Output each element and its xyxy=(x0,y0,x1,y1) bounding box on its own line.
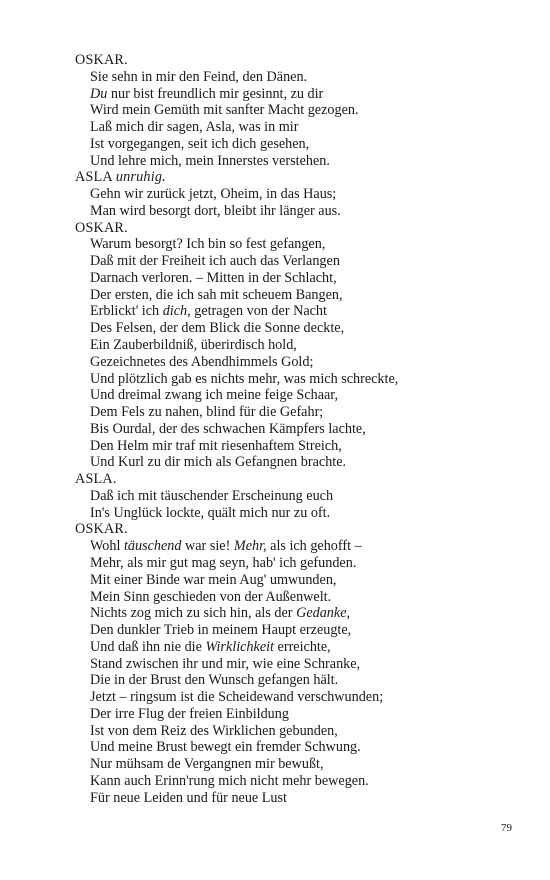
emphasis-text: Gedanke, xyxy=(296,605,351,622)
verse-line xyxy=(75,287,515,304)
text-run: Darnach verloren. – Mitten in der Schlacht, xyxy=(90,269,337,286)
text-run: Ist vorgegangen, seit ich dich gesehen, xyxy=(90,135,310,152)
text-run: Wohl xyxy=(90,538,124,555)
text-run: OSKAR. xyxy=(75,52,128,68)
text-run: nur bist freundlich mir gesinnt, zu dir xyxy=(107,85,324,102)
text-run: Erblickt' ich xyxy=(90,303,163,320)
text-run: Und meine Brust bewegt ein fremder Schwung. xyxy=(90,739,361,756)
verse-line xyxy=(75,303,515,320)
emphasis-text: Wirklichkeit xyxy=(205,638,274,655)
emphasis-text: Du xyxy=(90,85,108,102)
verse-line xyxy=(75,337,515,354)
text-run: Nur mühsam de Vergangnen mir bewußt, xyxy=(90,756,324,773)
text-run: Für neue Leiden und für neue Lust xyxy=(90,789,287,806)
text-run: OSKAR. xyxy=(75,219,128,236)
text-run: war sie! xyxy=(181,538,234,555)
verse-line xyxy=(75,371,515,388)
verse-line xyxy=(75,69,515,86)
verse-line xyxy=(75,572,515,589)
text-run: Und Kurl zu dir mich als Gefangnen brachte. xyxy=(90,454,347,471)
text-run: In's Unglück lockte, quält mich nur zu oft. xyxy=(90,504,331,521)
text-run: Nichts zog mich zu sich hin, als der xyxy=(90,605,297,622)
text-run: Mehr, als mir gut mag seyn, hab' ich gefunden. xyxy=(90,554,357,571)
text-run: als ich gehofft – xyxy=(266,538,362,555)
emphasis-text: dich, xyxy=(162,303,191,320)
verse-line xyxy=(75,86,515,103)
text-run: Des Felsen, der dem Blick die Sonne deckte, xyxy=(90,320,345,337)
verse-line xyxy=(75,622,515,639)
text-run: Jetzt – ringsum ist die Scheidewand verschwunden; xyxy=(90,689,384,706)
text-run: Den dunkler Trieb in meinem Haupt erzeugte, xyxy=(90,622,352,639)
emphasis-text: unruhig. xyxy=(115,169,166,186)
verse-line xyxy=(75,589,515,606)
verse-line xyxy=(75,773,515,790)
page-number: 79 xyxy=(501,822,512,834)
page-text xyxy=(75,52,515,806)
text-run: Ein Zauberbildniß, überirdisch hold, xyxy=(90,337,297,354)
verse-line xyxy=(75,538,515,555)
text-run: Den Helm mir traf mit riesenhaftem Streich, xyxy=(90,437,342,454)
verse-line xyxy=(75,505,515,522)
emphasis-text: Mehr, xyxy=(233,538,267,555)
speaker-name xyxy=(75,169,515,186)
text-run: Dem Fels zu nahen, blind für die Gefahr; xyxy=(90,404,324,421)
verse-line xyxy=(75,639,515,656)
speaker-name xyxy=(75,52,515,69)
verse-line xyxy=(75,706,515,723)
text-run: Mit einer Binde war mein Aug' umwunden, xyxy=(90,571,337,588)
text-run: Stand zwischen ihr und mir, wie eine Schranke, xyxy=(90,655,361,672)
verse-line xyxy=(75,119,515,136)
text-run: ASLA xyxy=(75,169,116,186)
verse-line xyxy=(75,320,515,337)
text-run: Der ersten, die ich sah mit scheuem Bangen, xyxy=(90,286,343,303)
verse-line xyxy=(75,136,515,153)
text-run: Mein Sinn geschieden von der Außenwelt. xyxy=(90,588,332,605)
text-run: Wird mein Gemüth mit sanfter Macht gezogen. xyxy=(90,102,359,119)
speaker-name xyxy=(75,471,515,488)
verse-line xyxy=(75,186,515,203)
text-run: Die in der Brust den Wunsch gefangen hält. xyxy=(90,672,339,689)
verse-line xyxy=(75,236,515,253)
text-run: Man wird besorgt dort, bleibt ihr länger aus. xyxy=(90,202,341,219)
verse-line xyxy=(75,555,515,572)
verse-line xyxy=(75,438,515,455)
verse-line xyxy=(75,723,515,740)
text-run: Der irre Flug der freien Einbildung xyxy=(90,705,289,722)
text-run: Und daß ihn nie die xyxy=(90,638,206,655)
verse-line xyxy=(75,153,515,170)
speaker-name xyxy=(75,521,515,538)
verse-line xyxy=(75,672,515,689)
emphasis-text: täuschend xyxy=(123,538,182,555)
text-run: erreichte, xyxy=(274,638,331,655)
text-run: Gehn wir zurück jetzt, Oheim, in das Haus; xyxy=(90,186,337,203)
text-run: Ist von dem Reiz des Wirklichen gebunden, xyxy=(90,722,338,739)
verse-line xyxy=(75,387,515,404)
text-run: Warum besorgt? Ich bin so fest gefangen, xyxy=(90,236,326,253)
text-run: Und plötzlich gab es nichts mehr, was mich schreckte, xyxy=(90,370,399,387)
text-run: Kann auch Erinn'rung mich nicht mehr bewegen. xyxy=(90,772,369,789)
text-run: Sie sehn in mir den Feind, den Dänen. xyxy=(90,68,308,85)
text-run: OSKAR. xyxy=(75,521,128,538)
verse-line xyxy=(75,421,515,438)
verse-line xyxy=(75,253,515,270)
verse-line xyxy=(75,404,515,421)
text-run: Und lehre mich, mein Innerstes verstehen. xyxy=(90,152,330,169)
text-run: Bis Ourdal, der des schwachen Kämpfers lachte, xyxy=(90,420,366,437)
verse-line xyxy=(75,656,515,673)
verse-line xyxy=(75,488,515,505)
verse-line xyxy=(75,270,515,287)
text-run: Daß mit der Freiheit ich auch das Verlangen xyxy=(90,253,340,270)
speaker-name xyxy=(75,220,515,237)
verse-line xyxy=(75,102,515,119)
verse-line xyxy=(75,203,515,220)
verse-line xyxy=(75,354,515,371)
text-run: Und dreimal zwang ich meine feige Schaar, xyxy=(90,387,339,404)
text-run: Gezeichnetes des Abendhimmels Gold; xyxy=(90,353,314,370)
text-run: Daß ich mit täuschender Erscheinung euch xyxy=(90,487,334,504)
verse-line xyxy=(75,756,515,773)
text-run: getragen von der Nacht xyxy=(190,303,327,320)
verse-line xyxy=(75,454,515,471)
text-run: Laß mich dir sagen, Asla, was in mir xyxy=(90,119,299,136)
verse-line xyxy=(75,605,515,622)
text-run: ASLA. xyxy=(75,471,117,488)
verse-line xyxy=(75,689,515,706)
verse-line xyxy=(75,790,515,807)
verse-line xyxy=(75,739,515,756)
